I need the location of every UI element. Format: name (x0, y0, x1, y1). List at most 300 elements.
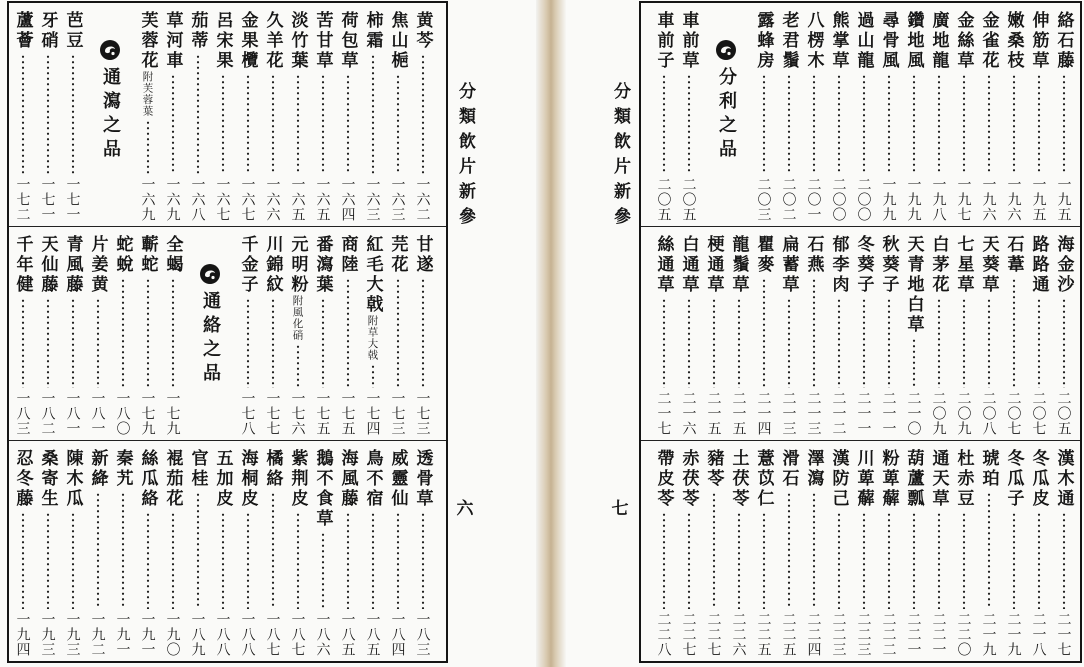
entry-name: 石葦 (1003, 235, 1024, 275)
index-entry (210, 3, 235, 226)
dot-leader (421, 278, 425, 388)
entry-page-number: 二一一 (855, 391, 872, 436)
dot-leader (687, 512, 691, 609)
dot-leader (421, 512, 425, 609)
entry-name: 青風藤 (62, 235, 83, 295)
entry-page-number: 一八三 (414, 612, 431, 657)
index-band-top (9, 3, 446, 227)
index-entry (260, 227, 285, 440)
dot-leader (321, 74, 325, 174)
entry-name: 陳木瓜 (62, 449, 83, 509)
dot-leader (121, 278, 125, 388)
dot-leader (21, 512, 25, 609)
dot-leader (912, 338, 916, 388)
entry-page-number: 二一五 (730, 391, 747, 436)
entry-name: 七星草 (953, 235, 974, 295)
index-entry (951, 227, 976, 440)
entry-name: 路路通 (1028, 235, 1049, 295)
index-entry (1001, 227, 1026, 440)
entry-name: 土茯苓 (728, 449, 749, 509)
entry-name: 全蝎 (162, 235, 183, 275)
index-entry (235, 441, 260, 661)
entry-page-number: 一八一 (64, 391, 81, 436)
index-entry (776, 3, 801, 226)
dot-leader (1062, 74, 1066, 174)
entry-page-number: 一八〇 (114, 391, 131, 436)
index-entry (235, 227, 260, 440)
entry-page-number: 二二六 (730, 612, 747, 657)
page-folio: 七 (611, 499, 629, 519)
entry-name: 茄蒂 (187, 11, 208, 51)
index-entry (676, 441, 701, 661)
dot-leader (1037, 74, 1041, 174)
entry-page-number: 一九七 (955, 177, 972, 222)
dot-leader (221, 74, 225, 174)
entry-note: 附草大戟 (366, 315, 379, 361)
dot-leader (171, 278, 175, 388)
index-entry (676, 3, 701, 226)
dot-leader (271, 492, 275, 609)
dot-leader (346, 278, 350, 388)
entry-page-number: 一八九 (189, 612, 206, 657)
index-entry (951, 441, 976, 661)
entry-name: 金果欖 (237, 11, 258, 71)
entry-name: 甘遂 (412, 235, 433, 275)
index-entry (335, 227, 360, 440)
index-entry (901, 3, 926, 226)
dot-leader (937, 298, 941, 388)
dot-leader (196, 54, 200, 174)
dot-leader (271, 298, 275, 388)
index-entry (360, 441, 385, 661)
entry-page-number: 二一六 (680, 391, 697, 436)
index-entry (901, 227, 926, 440)
index-entry (726, 227, 751, 440)
index-entry (926, 3, 951, 226)
dot-leader (121, 492, 125, 609)
dot-leader (962, 512, 966, 609)
entry-name: 裩茄花 (162, 449, 183, 509)
entry-name: 荷包草 (337, 11, 358, 71)
index-entry (135, 3, 160, 226)
entry-page-number: 一九一 (114, 612, 131, 657)
index-entry (851, 3, 876, 226)
entry-page-number: 一九九 (880, 177, 897, 222)
index-entry (10, 441, 35, 661)
index-entry (751, 3, 776, 226)
entry-page-number: 一七一 (64, 177, 81, 222)
entry-name: 車前草 (678, 11, 699, 71)
index-entry (1026, 3, 1051, 226)
index-entry (1051, 441, 1076, 661)
dot-leader (396, 74, 400, 174)
entry-name: 赤茯苓 (678, 449, 699, 509)
entry-name: 蘆薈 (12, 11, 33, 51)
entry-page-number: 二〇一 (805, 177, 822, 222)
running-title: 分類飲片新參 (610, 82, 630, 232)
index-entry (185, 3, 210, 226)
dot-leader (837, 512, 841, 609)
entry-name: 久羊花 (262, 11, 283, 71)
dot-leader (737, 512, 741, 609)
index-entry (385, 3, 410, 226)
index-entry (135, 227, 160, 440)
index-entry (35, 441, 60, 661)
entry-page-number: 一七九 (139, 391, 156, 436)
entry-name: 桑寄生 (37, 449, 58, 509)
dot-leader (762, 74, 766, 174)
entry-page-number: 二〇九 (955, 391, 972, 436)
entry-name: 金雀花 (978, 11, 999, 71)
entry-page-number: 一六七 (239, 177, 256, 222)
dot-leader (762, 278, 766, 388)
index-entry (901, 441, 926, 661)
index-entry (826, 3, 851, 226)
index-entry (1051, 3, 1076, 226)
entry-name: 老君鬚 (778, 11, 799, 71)
entry-name: 杜赤豆 (953, 449, 974, 509)
entry-name: 商陸 (337, 235, 358, 275)
entry-page-number: 二二四 (805, 612, 822, 657)
index-entry (385, 227, 410, 440)
entry-name: 車前子 (653, 11, 674, 71)
index-entry (776, 227, 801, 440)
dot-leader (687, 298, 691, 388)
entry-page-number: 一八六 (314, 612, 331, 657)
dot-leader (21, 54, 25, 174)
entry-name: 千金子 (237, 235, 258, 295)
dot-leader (1012, 278, 1016, 388)
entry-page-number: 二一四 (755, 391, 772, 436)
dot-leader (1037, 298, 1041, 388)
dot-leader (96, 298, 100, 388)
dot-leader (296, 512, 300, 609)
dot-leader (221, 512, 225, 609)
dot-leader (812, 278, 816, 388)
index-entry (260, 441, 285, 661)
entry-page-number: 二〇五 (655, 177, 672, 222)
dot-leader (862, 512, 866, 609)
dot-leader (1012, 74, 1016, 174)
index-entry (235, 3, 260, 226)
entry-name: 忍冬藤 (12, 449, 33, 509)
index-entry (876, 227, 901, 440)
dot-leader (862, 74, 866, 174)
index-entry (110, 227, 135, 440)
entry-name: 嫩桑枝 (1003, 11, 1024, 71)
entry-name: 白通草 (678, 235, 699, 295)
dot-leader (987, 492, 991, 609)
dot-leader (171, 74, 175, 174)
dot-leader (146, 512, 150, 609)
entry-name: 白茅花 (928, 235, 949, 295)
entry-name: 絡石藤 (1053, 11, 1074, 71)
entry-page-number: 一八七 (289, 612, 306, 657)
entry-page-number: 一八二 (39, 391, 56, 436)
entry-page-number: 二〇七 (1030, 391, 1047, 436)
entry-page-number: 二二三 (830, 612, 847, 657)
index-entry (410, 441, 435, 661)
entry-name: 苦甘草 (312, 11, 333, 71)
index-entry (976, 3, 1001, 226)
entry-page-number: 一九三 (39, 612, 56, 657)
entry-page-number: 一六八 (189, 177, 206, 222)
entry-name: 威靈仙 (387, 449, 408, 509)
dot-leader (46, 298, 50, 388)
dot-leader (962, 74, 966, 174)
dot-leader (371, 364, 375, 388)
entry-name: 冬瓜皮 (1028, 449, 1049, 509)
entry-page-number: 一九〇 (164, 612, 181, 657)
entry-name: 金絲草 (953, 11, 974, 71)
dot-leader (371, 512, 375, 609)
entry-name: 冬瓜子 (1003, 449, 1024, 509)
entry-page-number: 一七五 (314, 391, 331, 436)
entry-page-number: 一六六 (264, 177, 281, 222)
index-entry (335, 3, 360, 226)
entry-page-number: 一九二 (89, 612, 106, 657)
entry-page-number: 二二五 (755, 612, 772, 657)
entry-page-number: 二〇七 (1005, 391, 1022, 436)
index-entry (285, 3, 310, 226)
entry-page-number: 一六五 (289, 177, 306, 222)
index-entry (10, 227, 35, 440)
index-entry (260, 3, 285, 226)
index-entry (1001, 3, 1026, 226)
entry-page-number: 二一九 (1005, 612, 1022, 657)
entry-name: 尋骨風 (878, 11, 899, 71)
entry-name: 海金沙 (1053, 235, 1074, 295)
index-entry (85, 441, 110, 661)
index-entry (826, 441, 851, 661)
index-entry (135, 441, 160, 661)
index-entry (285, 227, 310, 440)
entry-name: 瞿麥 (753, 235, 774, 275)
dot-leader (762, 512, 766, 609)
entry-name: 絲通草 (653, 235, 674, 295)
dot-leader (887, 512, 891, 609)
entry-page-number: 一九三 (64, 612, 81, 657)
entry-page-number: 一七四 (364, 391, 381, 436)
entry-page-number: 二一三 (780, 391, 797, 436)
index-band-bottom (9, 441, 446, 661)
entry-name: 秦艽 (112, 449, 133, 489)
entry-name: 薏苡仁 (753, 449, 774, 509)
entry-page-number: 一七六 (289, 391, 306, 436)
entry-name: 蛇蛻 (112, 235, 133, 275)
entry-page-number: 一九五 (1055, 177, 1072, 222)
entry-page-number: 一七三 (414, 391, 431, 436)
entry-page-number: 一九六 (1005, 177, 1022, 222)
index-entry (801, 227, 826, 440)
entry-page-number: 一八一 (89, 391, 106, 436)
entry-name: 番瀉葉 (312, 235, 333, 295)
dot-leader (887, 74, 891, 174)
dot-leader (737, 298, 741, 388)
index-entry (851, 227, 876, 440)
index-entry (285, 441, 310, 661)
index-entry (335, 441, 360, 661)
entry-page-number: 一八五 (364, 612, 381, 657)
entry-name: 焦山梔 (387, 11, 408, 71)
entry-name: 川錦紋 (262, 235, 283, 295)
index-entry (926, 227, 951, 440)
index-entry (976, 441, 1001, 661)
entry-page-number: 二二〇 (955, 612, 972, 657)
section-title: 分利之品 (716, 67, 737, 163)
entry-page-number: 一八八 (214, 612, 231, 657)
dot-leader (812, 492, 816, 609)
dot-leader (46, 54, 50, 174)
entry-name: 石燕 (803, 235, 824, 275)
entry-page-number: 一八三 (14, 391, 31, 436)
entry-name: 郁李肉 (828, 235, 849, 295)
index-entry (951, 3, 976, 226)
dot-leader (937, 74, 941, 174)
section-heading (85, 3, 135, 226)
index-entry (1051, 227, 1076, 440)
entry-name: 片姜黄 (87, 235, 108, 295)
index-entry (160, 227, 185, 440)
entry-name: 通天草 (928, 449, 949, 509)
entry-page-number: 二二二 (880, 612, 897, 657)
entry-note: 附風化硝 (291, 295, 304, 341)
dot-leader (812, 74, 816, 174)
index-entry (676, 227, 701, 440)
entry-page-number: 一六四 (339, 177, 356, 222)
entry-page-number: 一六五 (314, 177, 331, 222)
entry-name: 草河車 (162, 11, 183, 71)
dot-leader (71, 512, 75, 609)
index-entry (1026, 441, 1051, 661)
index-entry (160, 3, 185, 226)
entry-name: 天葵草 (978, 235, 999, 295)
dot-leader (887, 298, 891, 388)
entry-name: 淡竹葉 (287, 11, 308, 71)
entry-name: 鑽地風 (903, 11, 924, 71)
entry-page-number: 二〇〇 (855, 177, 872, 222)
index-entry (60, 441, 85, 661)
entry-name: 透骨草 (412, 449, 433, 509)
index-entry (651, 3, 676, 226)
entry-page-number: 一九四 (14, 612, 31, 657)
dot-leader (712, 492, 716, 609)
section-emblem-icon (199, 263, 221, 285)
dot-leader (346, 74, 350, 174)
entry-name: 過山龍 (853, 11, 874, 71)
dot-leader (862, 298, 866, 388)
dot-leader (712, 298, 716, 388)
entry-page-number: 一七八 (239, 391, 256, 436)
dot-leader (1062, 298, 1066, 388)
index-band-middle (9, 227, 446, 441)
dot-leader (837, 298, 841, 388)
entry-page-number: 二〇五 (680, 177, 697, 222)
entry-name: 海風藤 (337, 449, 358, 509)
entry-page-number: 二一七 (1055, 612, 1072, 657)
entry-page-number: 二〇九 (930, 391, 947, 436)
index-entry (310, 3, 335, 226)
index-entry (360, 3, 385, 226)
entry-page-number: 二二一 (930, 612, 947, 657)
entry-name: 八楞木 (803, 11, 824, 71)
dot-leader (246, 512, 250, 609)
index-entry (751, 227, 776, 440)
entry-name: 芫花 (387, 235, 408, 275)
entry-page-number: 二二七 (705, 612, 722, 657)
dot-leader (46, 512, 50, 609)
index-band-bottom (641, 441, 1080, 661)
section-title: 通絡之品 (200, 291, 221, 387)
dot-leader (171, 512, 175, 609)
entry-page-number: 二二八 (655, 612, 672, 657)
index-entry (10, 3, 35, 226)
entry-name: 滑石 (778, 449, 799, 489)
dot-leader (196, 492, 200, 609)
index-entry (85, 227, 110, 440)
page-folio: 六 (456, 499, 474, 519)
index-entry (60, 227, 85, 440)
entry-name: 芙蓉花 (137, 11, 158, 71)
index-entry (1026, 227, 1051, 440)
index-entry (60, 3, 85, 226)
index-entry (310, 441, 335, 661)
section-heading (701, 3, 751, 226)
entry-page-number: 二一七 (655, 391, 672, 436)
entry-page-number: 一九六 (980, 177, 997, 222)
entry-name: 葫蘆瓢 (903, 449, 924, 509)
entry-page-number: 一七三 (389, 391, 406, 436)
index-entry (751, 441, 776, 661)
entry-name: 橘絡 (262, 449, 283, 489)
index-entry (210, 441, 235, 661)
entry-name: 熊掌草 (828, 11, 849, 71)
entry-note: 附芙蓉葉 (141, 71, 154, 117)
dot-leader (246, 298, 250, 388)
page-left-index-frame (7, 1, 448, 663)
entry-name: 龍鬚草 (728, 235, 749, 295)
entry-page-number: 二二一 (905, 612, 922, 657)
entry-page-number: 二一八 (1030, 612, 1047, 657)
entry-page-number: 二〇二 (780, 177, 797, 222)
entry-name: 海桐皮 (237, 449, 258, 509)
entry-name: 露蜂房 (753, 11, 774, 71)
entry-page-number: 二一三 (805, 391, 822, 436)
entry-page-number: 一八四 (389, 612, 406, 657)
index-entry (651, 441, 676, 661)
index-band-middle (641, 227, 1080, 441)
entry-page-number: 一九八 (930, 177, 947, 222)
entry-name: 漢木通 (1053, 449, 1074, 509)
entry-page-number: 一六九 (164, 177, 181, 222)
entry-page-number: 一七七 (264, 391, 281, 436)
entry-page-number: 二一五 (705, 391, 722, 436)
entry-name: 冬葵子 (853, 235, 874, 295)
index-band-top (641, 3, 1080, 227)
dot-leader (396, 278, 400, 388)
index-entry (1001, 441, 1026, 661)
entry-page-number: 一七一 (39, 177, 56, 222)
index-entry (701, 227, 726, 440)
entry-page-number: 二一一 (880, 391, 897, 436)
index-entry (726, 441, 751, 661)
dot-leader (937, 512, 941, 609)
index-entry (876, 3, 901, 226)
entry-page-number: 二二三 (855, 612, 872, 657)
index-entry (160, 441, 185, 661)
entry-page-number: 一六三 (389, 177, 406, 222)
index-entry (851, 441, 876, 661)
